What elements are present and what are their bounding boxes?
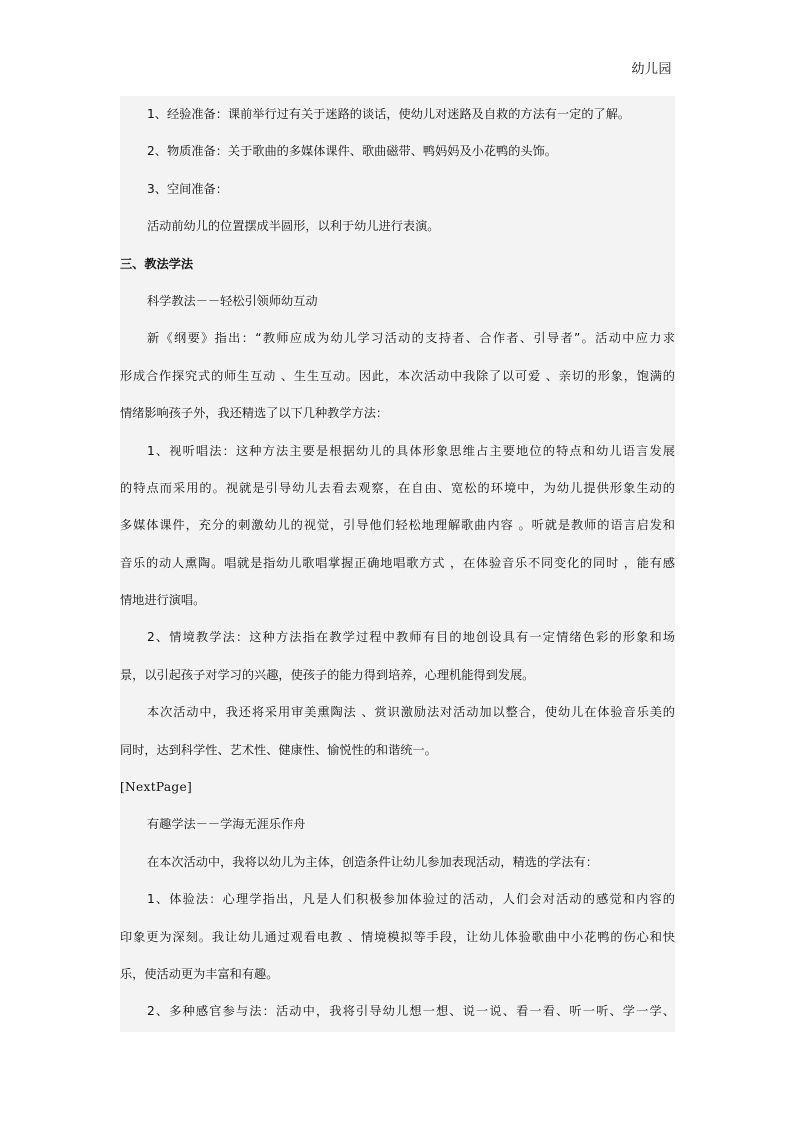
paragraph-line: 2、情境教学法：这种方法指在教学过程中教师有目的地创设具有一定情绪色彩的形象和场 <box>147 630 675 645</box>
paragraph-line: 乐，使活动更为丰富和有趣。 <box>120 966 279 981</box>
paragraph-line: 3、空间准备： <box>147 181 228 196</box>
paragraph-line: 新《纲要》指出：“教师应成为幼儿学习活动的支持者、合作者、引导者”。活动中应力求 <box>147 331 675 346</box>
header-label: 幼儿园 <box>631 62 672 77</box>
paragraph-line: 1、经验准备：课前举行过有关于迷路的谈话，使幼儿对迷路及自救的方法有一定的了解。 <box>147 107 631 121</box>
paragraph-line: 2、物质准备：关于歌曲的多媒体课件、歌曲磁带、鸭妈妈及小花鸭的头饰。 <box>147 144 557 159</box>
paragraph-line: 1、体验法：心理学指出，凡是人们积极参加体验过的活动，人们会对活动的感觉和内容的 <box>147 892 675 907</box>
section-heading: 三、教法学法 <box>120 256 194 271</box>
document-body <box>120 96 675 1032</box>
paragraph-line: 1、视听唱法：这种方法主要是根据幼儿的具体形象思维占主要地位的特点和幼儿语言发展 <box>147 443 675 458</box>
paragraph-line: 本次活动中，我还将采用审美熏陶法 、赏识激励法对活动加以整合，使幼儿在体验音乐美的 <box>147 705 675 720</box>
subheading-line: 有趣学法－－学海无涯乐作舟 <box>147 817 306 832</box>
paragraph-line: 印象更为深刻。我让幼儿通过观看电教 、情境模拟等手段，让幼儿体验歌曲中小花鸭的伤心和快 <box>120 929 675 944</box>
paragraph-line: 的特点而采用的。视就是引导幼儿去看去观察，在自由、宽松的环境中，为幼儿提供形象生动的 <box>120 480 675 495</box>
paragraph-line: 活动前幼儿的位置摆成半圆形，以利于幼儿进行表演。 <box>147 219 440 234</box>
paragraph-line: 景，以引起孩子对学习的兴趣，使孩子的能力得到培养，心理机能得到发展。 <box>120 667 535 682</box>
paragraph-line: 情地进行演唱。 <box>120 593 206 608</box>
paragraph-line: 音乐的动人熏陶。唱就是指幼儿歌唱掌握正确地唱歌方式 ，在体验音乐不同变化的同时 ，能有感 <box>120 555 675 570</box>
paragraph-line: 2、多种感官参与法：活动中，我将引导幼儿想一想、说一说、看一看、听一听、学一学、 <box>147 1004 675 1019</box>
paragraph-line: 形成合作探究式的师生互动 、生生互动。因此，本次活动中我除了以可爱 、亲切的形象，饱满的 <box>120 368 675 383</box>
page-break-marker: [NextPage] <box>120 780 193 795</box>
paragraph-line: 在本次活动中，我将以幼儿为主体，创造条件让幼儿参加表现活动，精选的学法有： <box>147 854 598 869</box>
paragraph-line: 同时，达到科学性、艺术性、健康性、愉悦性的和谐统一。 <box>120 742 437 757</box>
paragraph-line: 多媒体课件，充分的刺激幼儿的视觉，引导他们轻松地理解歌曲内容 。听就是教师的语言启发和 <box>120 518 675 533</box>
paragraph-line: 情绪影响孩子外，我还精选了以下几种教学方法： <box>120 406 389 421</box>
subheading-line: 科学教法－－轻松引领师幼互动 <box>147 293 318 308</box>
